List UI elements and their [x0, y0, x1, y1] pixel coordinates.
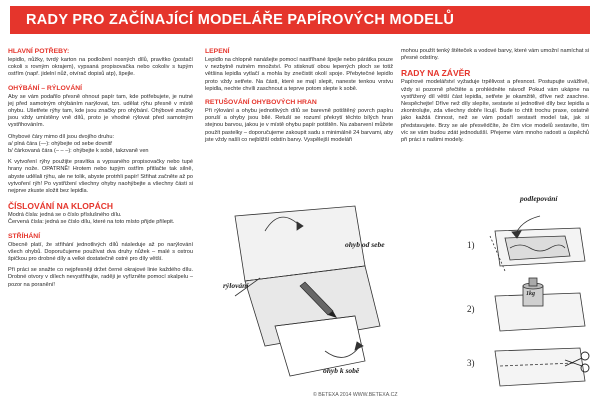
heading-numbering: ČÍSLOVÁNÍ NA KLOPÁCH	[8, 201, 113, 212]
paragraph-fold-solid: a/ plná čára (—): ohýbejte od sebe dovnitř	[8, 140, 113, 147]
column-middle	[205, 48, 393, 148]
paragraph-fold-dashed: b/ čárkovaná čára (– – –): ohýbejte k sobě, takzvaně ven	[8, 148, 149, 155]
paragraph-final-tips: Papírové modelářství vyžaduje trpělivost a přesnost. Postupujte uvážlivě, vždy si pozorně přečtěte a prohlédněte návod! Pokud vám ukápne na vystřižený díl větší část lepidla, setřete je okamžitě, dříve než zaschne. Nespěchejte! Dříve než díly slepíte, sestavte si jednotlivé díly bez lepidla a zkontrolujte, zda všechny dobře lícují. Bude to chtít trochu praxe, ostatně jako každá činnost, než se vám podaří sestavit model tak, jak si představujete. Brzy se ale přesvědčíte, že čím více modelů sestavíte, tím víc se vám budou zdát jednodušší. Přejeme vám mnoho radosti a úspěchů při práci s našimi modely.	[401, 79, 589, 144]
paragraph-fold-types: Ohybové čáry mimo díl jsou dvojího druhu:	[8, 133, 115, 140]
heading-final-tips: RADY NA ZÁVĚR	[401, 68, 471, 79]
heading-scoring: OHÝBÁNÍ – RÝLOVÁNÍ	[8, 84, 83, 92]
caption-fold-out: ohyb od sebe	[345, 240, 385, 249]
footer-copyright: © BETEXA 2014 WWW.BETEXA.CZ	[313, 392, 398, 398]
step-2-number: 2)	[467, 304, 475, 314]
paragraph-cutting-precision: Při práci se snažte co nejpřesněji držet černé okrajové linie každého dílu. Drobné otvory v dílech nevystřihujte, raději je vyříznětе pomocí skalpelu – pozor na poranění!	[8, 267, 193, 288]
paragraph-supplies: lepidlo, nůžky, tvrdý karton na podložení nosných dílů, pravítko (postačí cokoli s rovným okrajem), vypsaná propisovačka nebo cokoliv s tupým ostřím (např. jidelní nůž, otvírač dopisů atp), špejle.	[8, 57, 193, 78]
step-1-number: 1)	[467, 240, 475, 250]
caption-scoring: rýlování	[223, 281, 249, 290]
paragraph-scoring-tools: K vytvoření rýhy použijte pravítka a vypsaného propisovačky nebo tupé hrany nože. OPATRNĚ! Hrotem nebo tupým ostřím přitlačte tak silně, abyste udělali rýhu, ale ne tolik, abyste protrhli papír! Střihat začněte až po vytvoření rýh! Po vystřižení všechny ohyby naohýbejte a všechny části si nejprve zkuste složit bez lepidla.	[8, 159, 193, 195]
caption-backing: podlepování	[520, 194, 558, 203]
illustration-area	[205, 176, 595, 408]
column-right	[401, 48, 589, 148]
heading-retouching: RETUŠOVÁNÍ OHYBOVÝCH HRAN	[205, 99, 317, 107]
page-title: RADY PRO ZAČÍNAJÍCÍ MODELÁŘE PAPÍROVÝCH MODELŮ	[26, 12, 455, 28]
heading-main-supplies: HLAVNÍ POTŘEBY:	[8, 48, 70, 55]
weight-label: 1kg	[526, 291, 535, 297]
step2-illustration	[495, 278, 585, 331]
paragraph-scoring: Aby se vám podařilo přesně ohnout papír tam, kde potřebujete, je nutné jej před samotným ohýbáním narýlovat, tzn. udělat rýhu přesně v místě ohybu. Ušetřete rýhy tam, kde jsou značky pro ohýbání. Ohýbové značky jsou vždy umístěny vně dílů, proto je vhodné rýlovat před samotným vystřihováním.	[8, 93, 193, 129]
paragraph-retouching-cont: mohou použít tenký štěteček a vodové barvy, které vám umožní namíchat si přesné odstíny.	[401, 48, 589, 62]
step3-illustration	[495, 348, 585, 386]
paragraph-blue-numbers: Modrá čísla: jedná se o číslo příslušného dílu.	[8, 212, 122, 219]
caption-fold-in: ohyb k sobě	[323, 366, 360, 375]
column-left	[8, 48, 193, 293]
step-3-number: 3)	[467, 358, 475, 368]
paragraph-retouching: Při rýlování a ohybu jednotlivých dílů se barevně potištěný povrch papíru poruší a ohyby jsou bílé. Retuší se rozumí překrytí těchto bílých hran stejnou barvou, jakou je v místě ohybu papír potištěn. Na zabarvení můžete použít pastelky – doporučujeme zakoupit sadu s minimálně 24 barvami, aby jste vždy našli co nejbližší odstín barvy. Vyspělejší modeláři	[205, 108, 393, 143]
title-banner	[10, 6, 590, 34]
paragraph-red-numbers: Červená čísla: jedná se číslo dílu, které na toto místo přijde přilepit.	[8, 219, 175, 226]
heading-gluing: LEPENÍ	[205, 48, 230, 55]
heading-cutting: STŘÍHÁNÍ	[8, 232, 41, 240]
paragraph-gluing: Lepidlo na chlopně nanášejte pomocí nastříhané špejle nebo párátka pouze v nezbytně nutném množství. Po stisknutí obou lepených ploch se totiž většina lepidla vytlačí a mohla by znečistit okolí spoje. Přebytečné lepidlo proto vždy setřete. Na části, které se mají slepit, naneste tenkou vrstvu lepidla, nechte chvíli zaschnout a teprve potom slepte k sobě.	[205, 57, 393, 92]
step1-illustration	[490, 216, 585, 271]
illustration-drawing	[205, 176, 595, 408]
paragraph-cutting: Obecně platí, že střihání jednotlivých dílů následuje až po narýlování všech ohybů. Doporučujeme používat dva druhy nůžek – malé s ostrou špičkou pro drobné díly a velké dostatečně ostré pro díly větší.	[8, 241, 193, 263]
